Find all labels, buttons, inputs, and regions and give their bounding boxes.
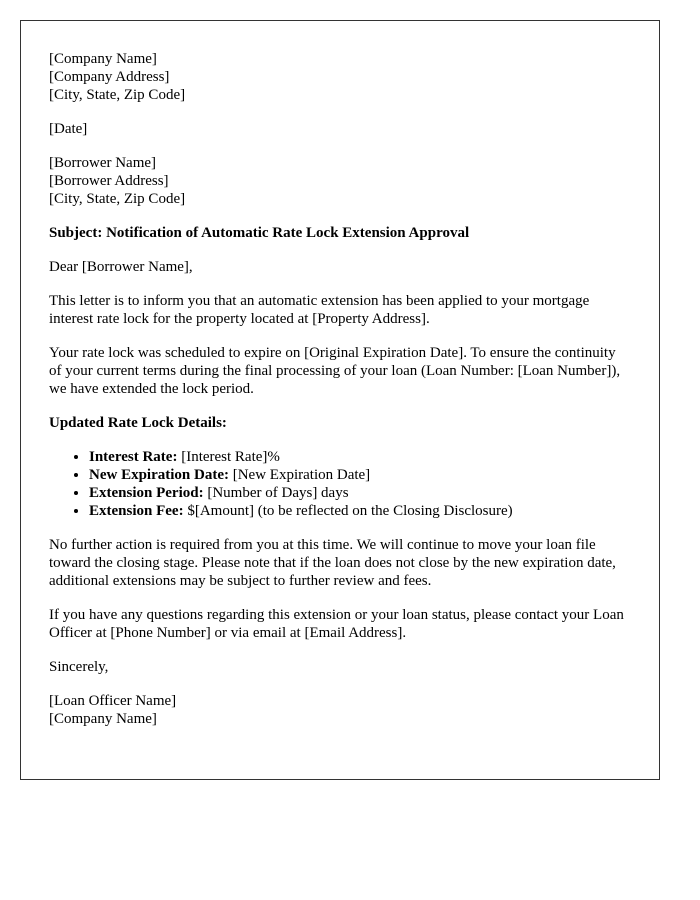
detail-interest-rate — [89, 448, 631, 466]
detail-label: Extension Fee: — [89, 503, 184, 519]
detail-extension-period — [89, 484, 631, 502]
recipient-address — [49, 154, 631, 208]
sender-company-address: [Company Address] — [49, 69, 170, 85]
background-paragraph: Your rate lock was scheduled to expire on [Original Expiration Date]. To ensure the continuity of your current terms during the final processing of your loan (Loan Number: [Loan Number]), we have extended the lock period. — [49, 345, 621, 397]
signature-officer-name: [Loan Officer Name] — [49, 693, 177, 709]
details-list — [49, 448, 631, 520]
signature — [49, 692, 631, 728]
detail-new-expiration-date — [89, 466, 631, 484]
salutation: Dear [Borrower Name], — [49, 259, 193, 275]
sender-company-name: [Company Name] — [49, 51, 157, 67]
detail-value: [New Expiration Date] — [228, 467, 371, 483]
detail-value: [Interest Rate]% — [177, 449, 280, 465]
intro-paragraph: This letter is to inform you that an automatic extension has been applied to your mortgage interest rate lock for the property located at [Property Address]. — [49, 293, 590, 327]
sender-address — [49, 50, 631, 104]
recipient-city-state-zip: [City, State, Zip Code] — [49, 191, 186, 207]
closing: Sincerely, — [49, 659, 109, 675]
detail-value: [Number of Days] days — [203, 485, 349, 501]
letter — [20, 20, 660, 780]
detail-label: Extension Period: — [89, 485, 204, 501]
contact-paragraph: If you have any questions regarding this extension or your loan status, please contact your Loan Officer at [Phone Number] or via email at [Email Address]. — [49, 607, 624, 641]
detail-value: $[Amount] (to be reflected on the Closing Disclosure) — [183, 503, 513, 519]
details-heading: Updated Rate Lock Details: — [49, 415, 227, 431]
detail-extension-fee — [89, 502, 631, 520]
sender-city-state-zip: [City, State, Zip Code] — [49, 87, 186, 103]
recipient-name: [Borrower Name] — [49, 155, 157, 171]
signature-company-name: [Company Name] — [49, 711, 157, 727]
detail-label: Interest Rate: — [89, 449, 178, 465]
detail-label: New Expiration Date: — [89, 467, 229, 483]
recipient-address-line: [Borrower Address] — [49, 173, 169, 189]
letter-date: [Date] — [49, 121, 88, 137]
next-steps-paragraph: No further action is required from you at this time. We will continue to move your loan file toward the closing stage. Please note that if the loan does not close by the new expiration date, additional extensions may be subject to further review and fees. — [49, 537, 616, 589]
subject-line: Subject: Notification of Automatic Rate Lock Extension Approval — [49, 225, 470, 241]
